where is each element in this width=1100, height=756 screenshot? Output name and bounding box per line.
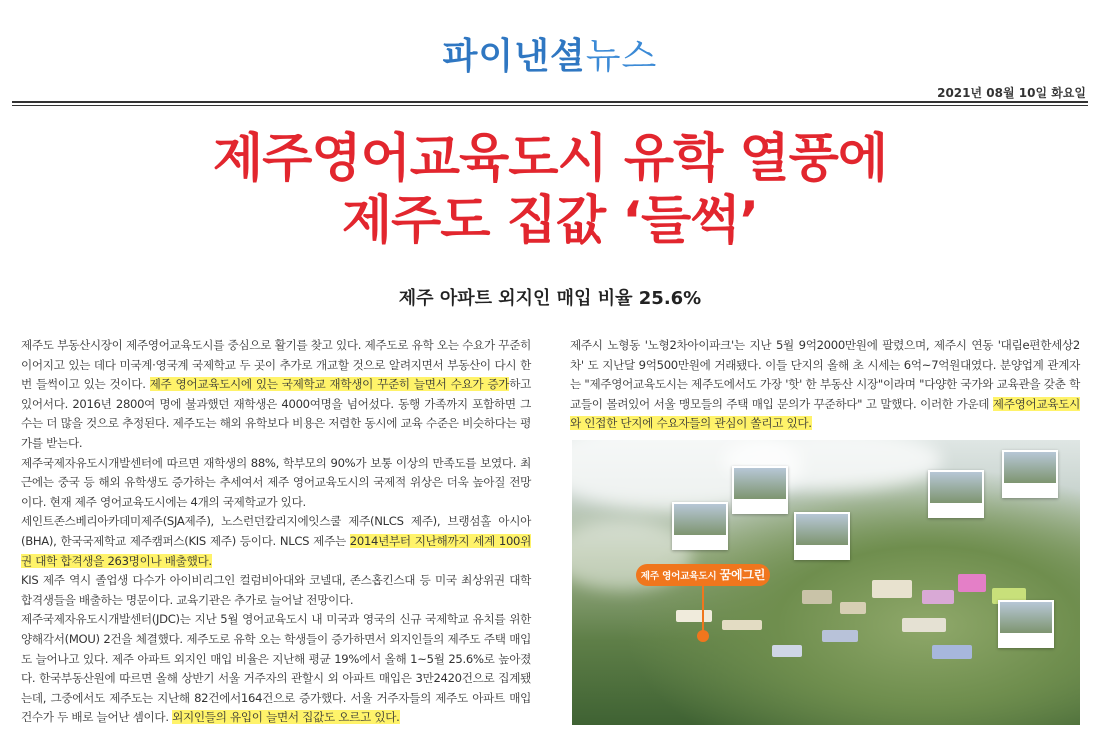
brand-name-bold: 파이낸셜 [442,36,586,77]
school-thumbnail [928,470,984,518]
building-block [822,630,858,642]
school-thumbnail [672,502,728,550]
highlighted-text: 제주영어교육도시와 인접한 단지에 수요자들의 관심이 쏠리고 있다. [570,396,1080,431]
headline-line-2: 제주도 집값 ‘들썩’ [341,191,759,251]
building-block [872,580,912,598]
school-thumbnail [732,466,788,514]
building-block [840,602,866,614]
headline [0,128,1100,252]
paragraph: 제주도 부동산시장이 제주영어교육도시를 중심으로 활기를 찾고 있다. 제주도로 유학 오는 수요가 꾸준히 이어지고 있는 데다 미국계·영국계 국제학교 두 곳이 추가로 개교할 것으로 알려지면서 부동산이 다시 한번 들썩이고 있는 것이다. 제주 영어교육도시에 있는 국제학교 재학생이 꾸준히 늘면서 수요가 증가하고 있어서다. 2016년 2800여 명에 불과했던 재학생은 4000여명을 넘어섰다. 동행 가족까지 포함하면 그 수는 더 많을 것으로 추정된다. 제주도는 해외 유학보다 비용은 저렴한 동시에 교육 수준은 비슷하다는 평가를 받는다. [21,338,531,450]
building-block [902,618,946,632]
location-marker-icon [697,630,709,642]
highlighted-text: 외지인들의 유입이 늘면서 집값도 오르고 있다. [172,710,400,725]
paragraph: 제주시 노형동 '노형2차아이파크'는 지난 5월 9억2000만원에 팔렸으며, 제주시 연동 '대림e편한세상2차' 도 지난달 9억500만원에 거래됐다. 이들 단지의 올해 초 시세는 6억~7억원대였다. 분양업계 관계자는 "제주영어교육도시는 제주도에서도 가장 '핫' 한 부동산 시장"이라며 "다양한 국가와 교육관을 갖춘 학교들이 몰려있어 서울 맹모들의 주택 매입 문의가 꾸준하다" 고 말했다. 이러한 가운데 제주영어교육도시와 인접한 단지에 수요자들의 관심이 쏠리고 있다. [570,338,1080,431]
article-column-left [21,336,531,728]
paragraph: 제주국제자유도시개발센터(JDC)는 지난 5월 영어교육도시 내 미국과 영국의 신규 국제학교 유치를 위한 양해각서(MOU) 2건을 체결했다. 제주도로 유학 오는 학생들이 증가하면서 외지인들의 제주도 주택 매입도 늘어나고 있다. 제주 아파트 외지인 매입 비율은 지난해 평균 19%에서 올해 1~5월 25.6%로 높아졌다. 한국부동산원에 따르면 올해 상반기 서울 거주자의 관할시 외 아파트 매입은 3만2420건으로 집계됐는데, 그중에서도 제주도는 지난해 82건에서164건으로 증가했다. 서울 거주자들의 제주도 아파트 매입 건수가 두 배로 늘어난 셈이다. 외지인들의 유입이 늘면서 집값도 오르고 있다. [21,612,531,725]
article-column-right [570,336,1080,434]
callout-label: 제주 영어교육도시 [640,571,717,582]
highlighted-text: 2014년부터 지난해까지 세계 100위권 대학 합격생을 263명이나 배출했다. [21,533,531,568]
building-block [922,590,954,604]
paragraph: 제주국제자유도시개발센터에 따르면 재학생의 88%, 학부모의 90%가 보통 이상의 만족도를 보였다. 최근에는 중국 등 해외 유학생도 증가하는 추세여서 제주 영어교육도시의 국제적 위상은 더욱 높아질 전망이다. 현재 제주 영어교육도시에는 4개의 국제학교가 있다. [21,455,531,509]
paragraph: 세인트존스베리아카데미제주(SJA제주), 노스런던칼리지에잇스쿨 제주(NLCS 제주), 브랭섬홀 아시아(BHA), 한국국제학교 제주캠퍼스(KIS 제주) 등이다. NLCS 제주는 2014년부터 지난해까지 세계 100위권 대학 합격생을 263명이나 배출했다. [21,514,531,568]
paragraph: KIS 제주 역시 졸업생 다수가 아이비리그인 컬럼비아대와 코넬대, 존스홉킨스대 등 미국 최상위권 대학 합격생들을 배출하는 명문이다. 교육기관은 추가로 늘어날 전망이다. [21,573,531,607]
brand-logo[interactable] [443,36,658,77]
building-block [722,620,762,630]
headline-line-1: 제주영어교육도시 유학 열풍에 [212,129,888,189]
dateline: 2021년 08월 10일 화요일 [937,86,1086,100]
callout-project-name: 꿈에그린 [719,568,766,582]
school-thumbnail [1002,450,1058,498]
school-thumbnail [998,600,1054,648]
school-thumbnail [794,512,850,560]
building-block [802,590,832,604]
building-block [772,645,802,657]
highlighted-text: 제주 영어교육도시에 있는 국제학교 재학생이 꾸준히 늘면서 수요가 증가 [149,377,510,392]
building-block [932,645,972,659]
project-callout [636,564,770,586]
brand-name-light: 뉴스 [585,36,658,77]
building-block [958,574,986,592]
subhead: 제주 아파트 외지인 매입 비율 25.6% [398,288,702,309]
masthead-rule-thin [12,105,1088,106]
masthead [0,28,1100,79]
building-block [676,610,712,622]
masthead-rule-thick [12,101,1088,103]
callout-pointer [702,586,704,634]
aerial-site-photo [572,440,1080,725]
